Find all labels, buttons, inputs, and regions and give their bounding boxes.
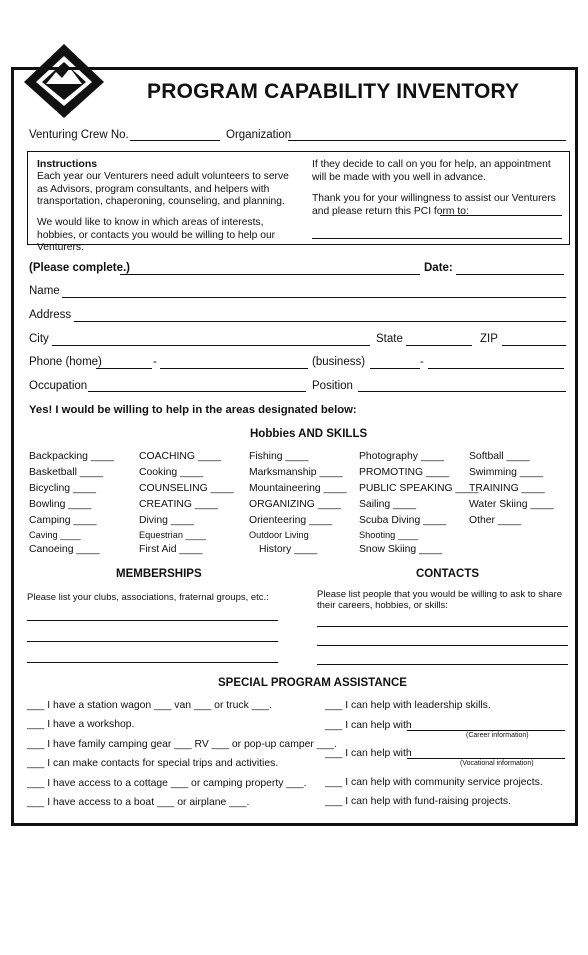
hobby-item[interactable]: ORGANIZING ____ bbox=[249, 499, 341, 510]
phone-home-label: Phone (home) bbox=[29, 356, 102, 368]
special-title: SPECIAL PROGRAM ASSISTANCE bbox=[218, 677, 407, 689]
crew-label: Venturing Crew No. bbox=[29, 129, 129, 141]
hobby-item[interactable]: Caving ____ bbox=[29, 530, 81, 540]
please-complete-field[interactable] bbox=[120, 274, 420, 275]
phone-home-number-field[interactable] bbox=[160, 368, 308, 369]
willing-statement: Yes! I would be willing to help in the areas designated below: bbox=[29, 404, 357, 416]
memberships-line-3[interactable] bbox=[27, 662, 278, 663]
return-to-field-1[interactable] bbox=[440, 215, 562, 216]
instructions-paragraph-2: We would like to know in which areas of interests, hobbies, or contacts you would be willing to help our Venturers. bbox=[37, 217, 276, 254]
position-field[interactable] bbox=[358, 391, 566, 392]
hobby-item[interactable]: Sailing ____ bbox=[359, 499, 417, 510]
special-right-item[interactable]: ___ I can help with bbox=[325, 720, 412, 731]
phone-business-dash: - bbox=[420, 356, 424, 368]
hobby-item[interactable]: History ____ bbox=[259, 544, 318, 555]
state-field[interactable] bbox=[406, 345, 472, 346]
phone-business-area-field[interactable] bbox=[370, 368, 420, 369]
special-left-item[interactable]: ___ I have access to a cottage ___ or camping property ___. bbox=[27, 778, 307, 789]
hobbies-title: Hobbies AND SKILLS bbox=[250, 428, 368, 440]
address-field[interactable] bbox=[74, 321, 566, 322]
phone-business-number-field[interactable] bbox=[428, 368, 564, 369]
crew-field[interactable] bbox=[130, 140, 220, 141]
hobby-item[interactable]: Basketball ____ bbox=[29, 467, 103, 478]
contacts-line-2[interactable] bbox=[317, 645, 568, 646]
state-label: State bbox=[376, 333, 403, 345]
organization-field[interactable] bbox=[288, 140, 566, 141]
hobby-item[interactable]: PUBLIC SPEAKING ____ bbox=[359, 483, 479, 494]
vocational-info-field[interactable] bbox=[407, 758, 565, 759]
date-field[interactable] bbox=[456, 274, 564, 275]
hobby-item[interactable]: Shooting ____ bbox=[359, 530, 419, 540]
hobby-item[interactable]: PROMOTING ____ bbox=[359, 467, 450, 478]
hobby-item[interactable]: Scuba Diving ____ bbox=[359, 515, 447, 526]
business-label: (business) bbox=[312, 356, 366, 368]
special-left-item[interactable]: ___ I have a station wagon ___ van ___ or truck ___. bbox=[27, 700, 272, 711]
hobby-item[interactable]: TRAINING ____ bbox=[469, 483, 545, 494]
city-field[interactable] bbox=[52, 345, 370, 346]
special-right-item[interactable]: ___ I can help with fund-raising projects. bbox=[325, 796, 511, 807]
special-left-item[interactable]: ___ I have family camping gear ___ RV ___ or pop-up camper ___. bbox=[27, 739, 337, 750]
hobby-item[interactable]: Bicycling ____ bbox=[29, 483, 97, 494]
hobby-item[interactable]: Camping ____ bbox=[29, 515, 97, 526]
hobby-item[interactable]: Equestrian ____ bbox=[139, 530, 206, 540]
memberships-title: MEMBERSHIPS bbox=[116, 568, 202, 580]
contacts-title: CONTACTS bbox=[416, 568, 480, 580]
hobby-item[interactable]: Water Skiing ____ bbox=[469, 499, 554, 510]
hobby-item[interactable]: Softball ____ bbox=[469, 451, 530, 462]
hobby-item[interactable]: Orienteering ____ bbox=[249, 515, 333, 526]
name-field[interactable] bbox=[62, 297, 566, 298]
return-to-field-2[interactable] bbox=[312, 238, 562, 239]
contacts-line-3[interactable] bbox=[317, 664, 568, 665]
hobby-item[interactable]: First Aid ____ bbox=[139, 544, 203, 555]
instructions-heading: Instructions bbox=[37, 158, 98, 170]
hobby-item[interactable]: Diving ____ bbox=[139, 515, 194, 526]
hobby-item[interactable]: Swimming ____ bbox=[469, 467, 543, 478]
hobby-item[interactable]: Photography ____ bbox=[359, 451, 444, 462]
special-left-item[interactable]: ___ I have a workshop. bbox=[27, 719, 135, 730]
hobby-item[interactable]: Marksmanship ____ bbox=[249, 467, 343, 478]
hobby-item[interactable]: CREATING ____ bbox=[139, 499, 218, 510]
special-right-item[interactable]: ___ I can help with community service projects. bbox=[325, 777, 543, 788]
hobby-item[interactable]: COUNSELING ____ bbox=[139, 483, 234, 494]
career-info-field[interactable] bbox=[407, 730, 565, 731]
address-label: Address bbox=[29, 309, 72, 321]
special-left-item[interactable]: ___ I can make contacts for special trips and activities. bbox=[27, 758, 279, 769]
name-label: Name bbox=[29, 285, 60, 297]
career-info-caption: (Career information) bbox=[466, 732, 529, 739]
hobby-item[interactable]: Backpacking ____ bbox=[29, 451, 114, 462]
special-left-item[interactable]: ___ I have access to a boat ___ or airplane ___. bbox=[27, 797, 250, 808]
phone-home-dash: - bbox=[153, 356, 157, 368]
hobby-item[interactable]: Bowling ____ bbox=[29, 499, 92, 510]
special-right-item[interactable]: ___ I can help with bbox=[325, 748, 412, 759]
instructions-paragraph-3: If they decide to call on you for help, an appointment will be made with you well in advance. bbox=[312, 159, 551, 183]
instructions-paragraph-1: Each year our Venturers need adult volunteers to serve as Advisors, program consultants, and helpers with transportation, chaperoning, counseling, and planning. bbox=[37, 171, 289, 208]
hobby-item[interactable]: Snow Skiing ____ bbox=[359, 544, 443, 555]
zip-field[interactable] bbox=[502, 345, 566, 346]
special-right-item[interactable]: ___ I can help with leadership skills. bbox=[325, 700, 491, 711]
contacts-line-1[interactable] bbox=[317, 626, 568, 627]
instructions-paragraph-4: Thank you for your willingness to assist our Venturers and please return this PCI form to: bbox=[312, 193, 556, 217]
contacts-text: Please list people that you would be willing to ask to share their careers, hobbies, or skills: bbox=[317, 589, 563, 611]
position-label: Position bbox=[312, 380, 353, 392]
hobby-item[interactable]: Mountaineering ____ bbox=[249, 483, 347, 494]
occupation-field[interactable] bbox=[88, 391, 306, 392]
please-complete-label: (Please complete.) bbox=[29, 262, 130, 274]
hobby-item[interactable]: Outdoor Living bbox=[249, 530, 309, 540]
vocational-info-caption: (Vocational information) bbox=[460, 760, 534, 767]
phone-home-area-field[interactable] bbox=[96, 368, 152, 369]
memberships-line-2[interactable] bbox=[27, 641, 278, 642]
hobby-item[interactable]: Other ____ bbox=[469, 515, 521, 526]
city-label: City bbox=[29, 333, 49, 345]
hobby-item[interactable]: COACHING ____ bbox=[139, 451, 221, 462]
hobby-item[interactable]: Fishing ____ bbox=[249, 451, 309, 462]
memberships-text: Please list your clubs, associations, fraternal groups, etc.: bbox=[27, 592, 269, 603]
hobby-item[interactable]: Cooking ____ bbox=[139, 467, 204, 478]
memberships-line-1[interactable] bbox=[27, 620, 278, 621]
organization-label: Organization bbox=[226, 129, 292, 141]
date-label: Date: bbox=[424, 262, 453, 274]
hobby-item[interactable]: Canoeing ____ bbox=[29, 544, 100, 555]
form-title: PROGRAM CAPABILITY INVENTORY bbox=[147, 80, 520, 103]
zip-label: ZIP bbox=[480, 333, 498, 345]
occupation-label: Occupation bbox=[29, 380, 88, 392]
